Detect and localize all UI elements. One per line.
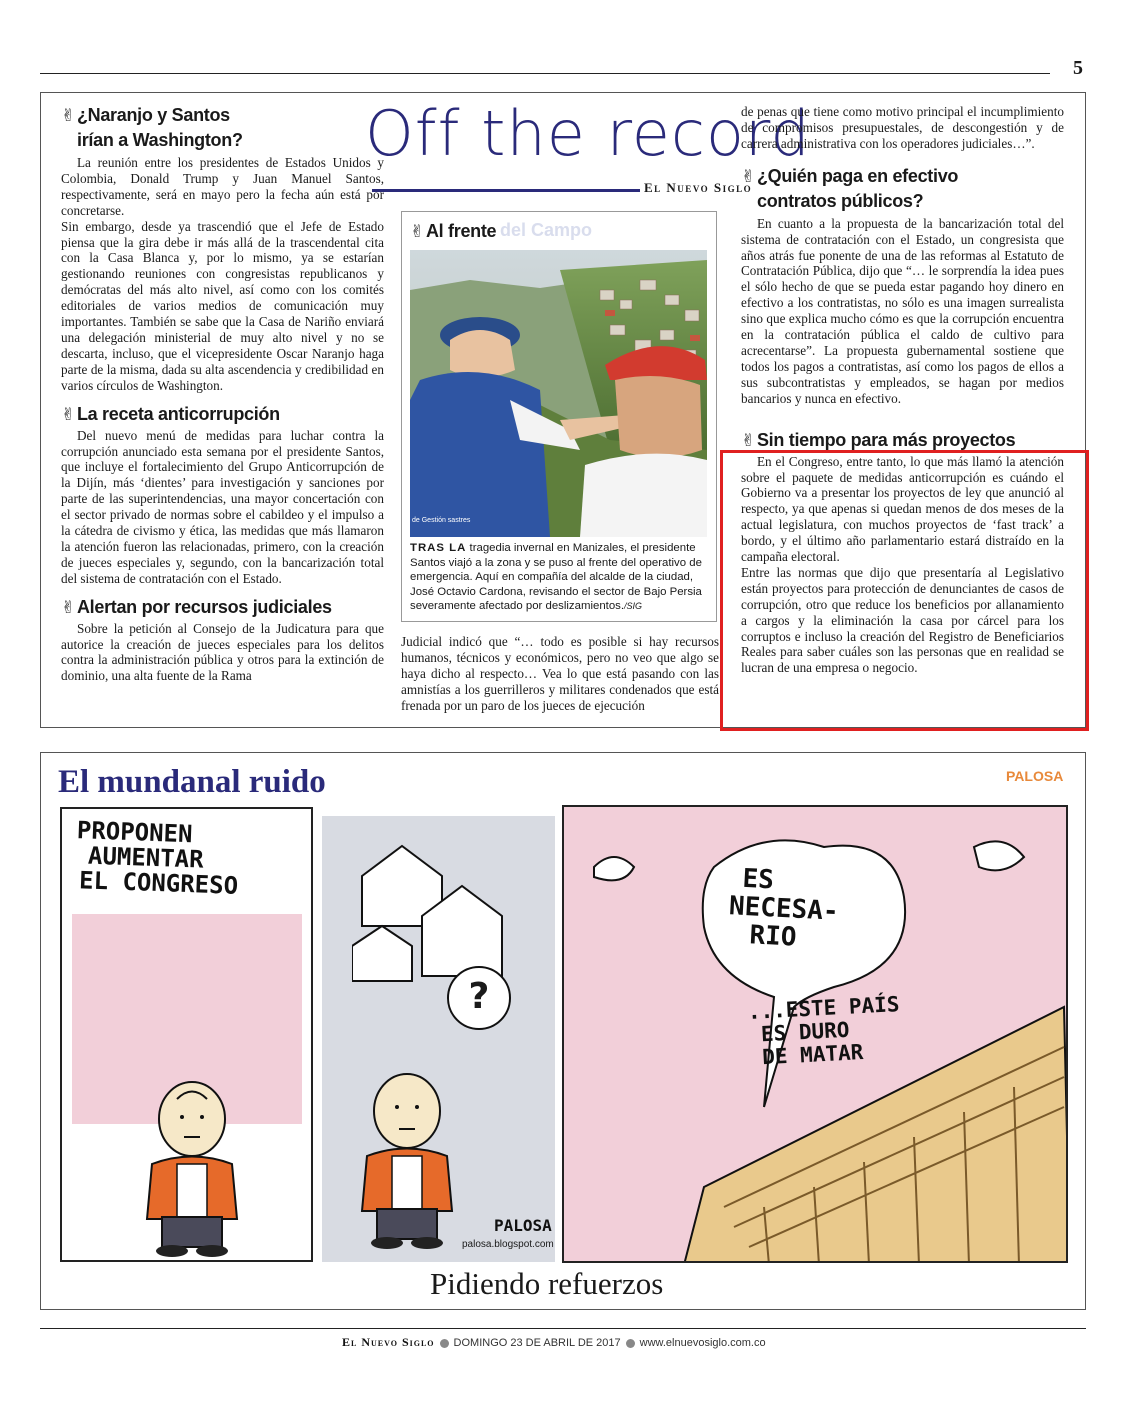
victory-hand-icon: ✌ bbox=[741, 166, 755, 187]
headline-sin-tiempo: ✌ Sin tiempo para más proyectos bbox=[741, 429, 1016, 451]
cartoon-panel-3 bbox=[562, 805, 1068, 1263]
cartoon-subtitle: Pidiendo refuerzos bbox=[430, 1266, 664, 1301]
speech-bubble-text: ES NECESA- RIO bbox=[728, 863, 840, 953]
bullet-icon bbox=[626, 1339, 635, 1348]
page-number: 5 bbox=[1073, 57, 1083, 79]
headline-naranjo: ✌ ¿Naranjo y Santos bbox=[61, 105, 230, 126]
headline-quien-paga-line2: contratos públicos? bbox=[757, 190, 924, 211]
character-figure bbox=[337, 1071, 477, 1251]
photo-overlay-text: del Campo bbox=[500, 220, 593, 240]
houses-drawing bbox=[352, 836, 522, 986]
photo-credit: /SIG bbox=[624, 601, 643, 612]
paragraph: Judicial indicó que “… todo es posible si hay recursos humanos, técnicos y económicos, pero no veo que algo se haya dicho al respecto… Vea lo que está pasando con las amnistías a los guerrilleros y militares condenados que está frenada por un paro de los jueces de ejecución bbox=[401, 634, 719, 713]
news-photo bbox=[410, 250, 707, 537]
footer bbox=[342, 1335, 766, 1350]
paragraph: Sin embargo, desde ya trascendió que el Jefe de Estado piensa que la gira debe ir más allá de la trascendental cita con la Casa Blanca y, por lo mismo, ya se estarían gestionando reuniones con congresistas republicanos y demócratas del más alto nivel, así como con los comités editoriales de varios medios de comunicación muy importantes. También se sabe que la Casa de Nariño enviará una delegación ministerial de muy alto nivel y no se descarta, incluso, que el vicepresidente Oscar Naranjo haga parte de la misma, dada su alta ascendencia y credibilidad en varios círculos de Washington. bbox=[61, 218, 384, 393]
victory-hand-icon: ✌ bbox=[61, 106, 75, 126]
column-2-continuation bbox=[401, 634, 719, 714]
headline-alertan: ✌ Alertan por recursos judiciales bbox=[61, 596, 332, 618]
paragraph: En el Congreso, entre tanto, lo que más llamó la atención sobre el paquete de medidas anticorrupción es cuándo el Gobierno va a presentar los proyectos de ley que anunció al respecto, ya que apenas si quedan menos de dos meses de la actual legislatura, con muchos proyectos de ‘fast track’ a bordo, y el último año parlamentario estará distraído en la campaña electoral. bbox=[741, 453, 1064, 565]
footer-brand: El Nuevo Siglo bbox=[342, 1335, 435, 1349]
paragraph: Entre las normas que dijo que presentaría al Legislativo están proyectos para protección de denunciantes de casos de corrupción, otro que reduce los beneficios por allanamiento a cargos y la eliminación la casa por cárcel para los corruptos e incluso la creación del Registro de Beneficiarios Reales para saber cuáles son las personas que en realidad se lucran de una empresa o negocio. bbox=[741, 564, 1064, 676]
footer-rule bbox=[40, 1328, 1086, 1329]
photo-vest-text: de Gestión sastres bbox=[412, 517, 471, 524]
panel1-text: PROPONEN AUMENTAR EL CONGRESO bbox=[76, 816, 239, 900]
bullet-icon bbox=[440, 1339, 449, 1348]
character-figure bbox=[122, 1079, 262, 1259]
caption-text: tragedia invernal en Manizales, el presidente Santos viajó a la zona y se puso al frente del operativo de emergencia. Aquí en compañía del alcalde de la ciudad, José Octavio Cardona, revisando el sector de Bajo Persia severamente afectado por deslizamientos. bbox=[410, 542, 702, 613]
brand-label: El Nuevo Siglo bbox=[644, 180, 753, 195]
caption-lead: TRAS LA bbox=[410, 542, 467, 554]
victory-hand-icon: ✌ bbox=[61, 404, 75, 425]
paragraph: Sobre la petición al Consejo de la Judicatura para que autorice la creación de jueces especiales para los delitos contra la administración pública y otros para la extinción de dominio, una alta fuente de la Rama bbox=[61, 620, 384, 684]
thought-bubble: ? bbox=[447, 966, 511, 1030]
victory-hand-icon: ✌ bbox=[741, 430, 755, 451]
headline-receta: ✌ La receta anticorrupción bbox=[61, 403, 280, 425]
paragraph: Del nuevo menú de medidas para luchar contra la corrupción anunciado esta semana por el presidente Santos, que incluye el fortalecimiento del Grupo Anticorrupción de la Dijín, más ‘dientes’ para investigación y sanciones por parte de las superintendencias, una mayor concertación con el sector privado de normas sobre el cabildeo y el impulso a la cátedra de civismo y ética, las medidas que más llamaron la atención fueron las relacionadas, primero, con la creación de jueces especiales y, segundo, con la bancarización total del sistema de contratación con el Estado. bbox=[61, 427, 384, 586]
title-underline bbox=[372, 189, 640, 192]
victory-hand-icon: ✌ bbox=[61, 597, 75, 618]
cartoon-section-title: El mundanal ruido bbox=[58, 764, 326, 800]
cartoon-website: palosa.blogspot.com bbox=[462, 1239, 554, 1250]
cartoon-author: PALOSA bbox=[1006, 768, 1064, 784]
victory-hand-icon: ✌ bbox=[410, 222, 424, 242]
photo-box-title: ✌ Al frente bbox=[410, 221, 497, 242]
highlight-box bbox=[720, 450, 1089, 731]
headline-quien-paga: ✌ ¿Quién paga en efectivo bbox=[741, 165, 959, 187]
panel3-text: ...ESTE PAÍS ES DURO DE MATAR bbox=[747, 992, 901, 1070]
paragraph: de penas que tiene como motivo principal el incumplimiento de compromisos presupuestales, de descongestión y de carrera administrativa con los operadores judiciales…”. bbox=[741, 104, 1064, 151]
cartoon-signature: PALOSA bbox=[494, 1216, 552, 1235]
photo-caption bbox=[410, 541, 708, 614]
section-title: Off the record bbox=[365, 97, 811, 170]
paragraph: En cuanto a la propuesta de la bancarización total del sistema de contratación con el Estado, un congresista que años atrás fue ponente de una de las reformas al Estatuto de Contratación Pública, dijo que “… le sorprendía la idea pues el sólo hecho de que se pueda estar pagando hoy dinero en efectivo a los contratistas, no sólo es una imagen surrealista sino que explica mucho cómo es que la corrupción encuentra en la contratación pública el caldo de cultivo para acrecentarse”. La propuesta gubernamental sostiene que todos los pagos a contratistas, así como los pagos de ellos a sus subcontratistas y empleados, se hagan por medios bancarios y nunca en efectivo. bbox=[741, 215, 1064, 406]
footer-date: DOMINGO 23 DE ABRIL DE 2017 bbox=[453, 1337, 621, 1349]
top-rule bbox=[40, 73, 1050, 74]
cartoon-panel-1 bbox=[60, 807, 313, 1262]
cartoon-panel-2 bbox=[322, 816, 555, 1262]
headline-naranjo-line2: irían a Washington? bbox=[77, 130, 243, 150]
column-1 bbox=[61, 104, 384, 684]
paragraph: La reunión entre los presidentes de Estados Unidos y Colombia, Donald Trump y Juan Manuel Santos, respectivamente, será en mayo pero la fecha aún está por concretarse. bbox=[61, 155, 384, 218]
footer-url[interactable]: www.elnuevosiglo.com.co bbox=[639, 1337, 766, 1349]
